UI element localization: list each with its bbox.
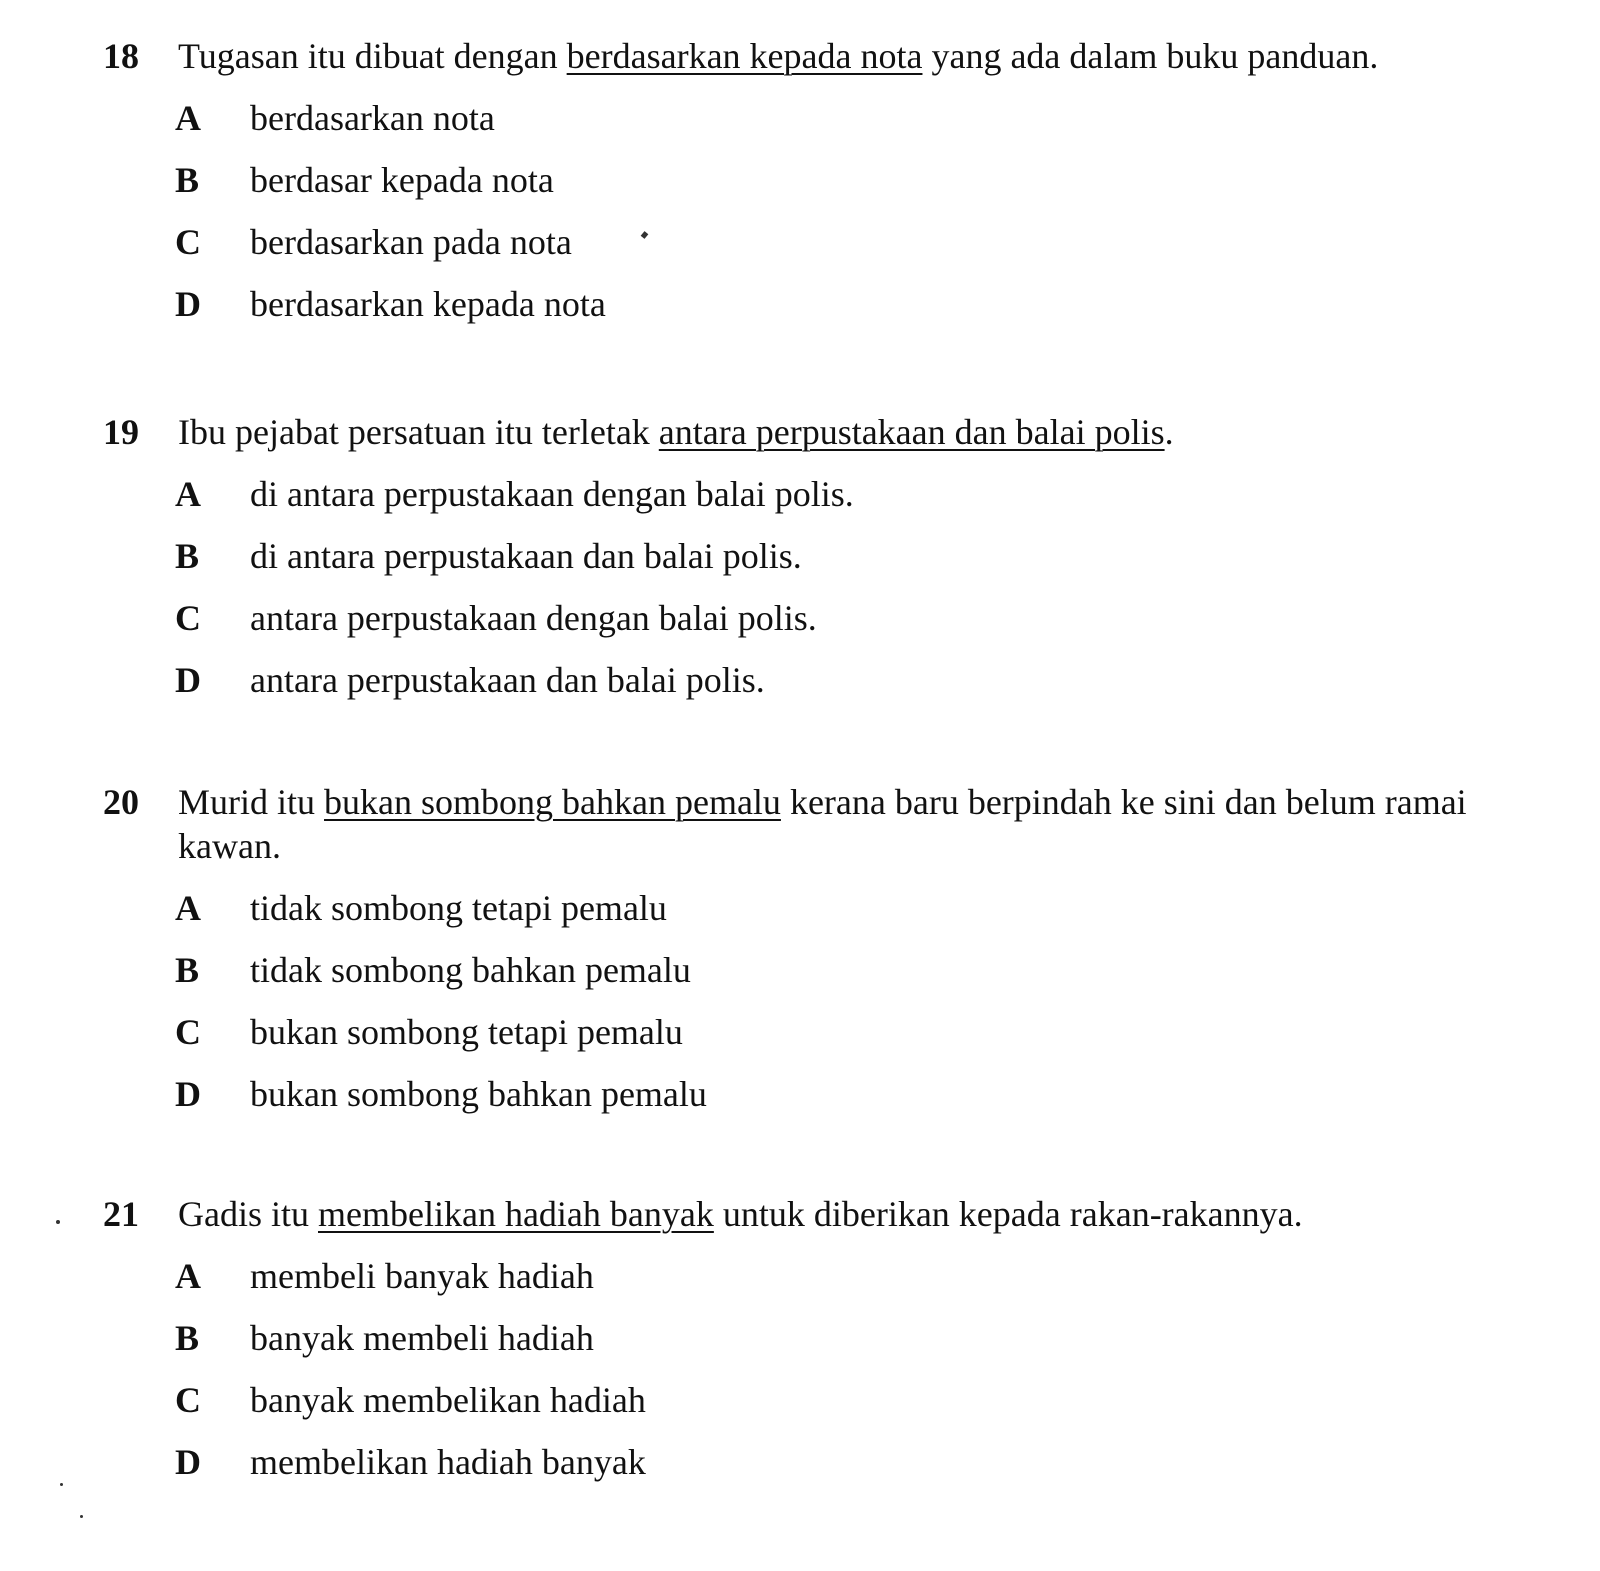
question-number: 20 <box>103 782 139 822</box>
option-text: bukan sombong bahkan pemalu <box>250 1074 707 1114</box>
scan-speck <box>80 1515 83 1518</box>
question-stem <box>103 780 1573 868</box>
option-letter: A <box>175 98 201 138</box>
question-20 <box>103 780 1573 1134</box>
option-c[interactable] <box>175 220 1573 282</box>
question-number: 19 <box>103 412 139 452</box>
option-a[interactable] <box>175 472 1573 534</box>
option-b[interactable] <box>175 534 1573 596</box>
option-a[interactable] <box>175 886 1573 948</box>
option-a[interactable] <box>175 1254 1573 1316</box>
question-text: Gadis itu membelikan hadiah banyak untuk diberikan kepada rakan-rakannya. <box>178 1194 1303 1234</box>
option-d[interactable] <box>175 658 1573 720</box>
question-number: 21 <box>103 1194 139 1234</box>
option-text: di antara perpustakaan dengan balai polis. <box>250 474 854 514</box>
option-text: membeli banyak hadiah <box>250 1256 594 1296</box>
option-letter: A <box>175 1256 201 1296</box>
option-d[interactable] <box>175 1440 1573 1502</box>
option-letter: A <box>175 888 201 928</box>
scan-speck <box>60 1483 63 1486</box>
option-b[interactable] <box>175 158 1573 220</box>
option-text: berdasarkan kepada nota <box>250 284 606 324</box>
option-a[interactable] <box>175 96 1573 158</box>
option-list <box>175 1254 1573 1502</box>
option-list <box>175 886 1573 1134</box>
underlined-phrase: antara perpustakaan dan balai polis <box>658 412 1165 452</box>
option-text: antara perpustakaan dengan balai polis. <box>250 598 817 638</box>
option-letter: C <box>175 1012 201 1052</box>
option-letter: D <box>175 1074 201 1114</box>
option-d[interactable] <box>175 1072 1573 1134</box>
option-text: tidak sombong tetapi pemalu <box>250 888 667 928</box>
option-text: berdasarkan pada nota <box>250 222 572 262</box>
option-letter: A <box>175 474 201 514</box>
option-text: tidak sombong bahkan pemalu <box>250 950 691 990</box>
option-d[interactable] <box>175 282 1573 344</box>
option-letter: D <box>175 284 201 324</box>
question-21 <box>103 1192 1573 1502</box>
underlined-phrase: membelikan hadiah banyak <box>318 1194 714 1234</box>
scan-speck <box>56 1220 60 1224</box>
question-text: Tugasan itu dibuat dengan berdasarkan kepada nota yang ada dalam buku panduan. <box>178 36 1379 76</box>
question-text: Ibu pejabat persatuan itu terletak antara perpustakaan dan balai polis. <box>178 412 1174 452</box>
question-18 <box>103 34 1573 344</box>
underlined-phrase: berdasarkan kepada nota <box>566 36 923 76</box>
option-c[interactable] <box>175 1378 1573 1440</box>
option-letter: B <box>175 950 200 990</box>
option-text: membelikan hadiah banyak <box>250 1442 646 1482</box>
option-list <box>175 472 1573 720</box>
option-list <box>175 96 1573 344</box>
question-19 <box>103 410 1573 720</box>
option-text: antara perpustakaan dan balai polis. <box>250 660 765 700</box>
option-text: di antara perpustakaan dan balai polis. <box>250 536 802 576</box>
underlined-phrase: bukan sombong bahkan pemalu <box>324 782 781 822</box>
option-letter: D <box>175 1442 201 1482</box>
option-text: bukan sombong tetapi pemalu <box>250 1012 683 1052</box>
option-text: banyak membeli hadiah <box>250 1318 594 1358</box>
option-text: berdasar kepada nota <box>250 160 554 200</box>
option-c[interactable] <box>175 596 1573 658</box>
question-text: Murid itu bukan sombong bahkan pemalu kerana baru berpindah ke sini dan belum ramai kawan. <box>178 782 1467 866</box>
question-stem <box>103 34 1573 78</box>
option-letter: C <box>175 222 201 262</box>
option-letter: B <box>175 160 200 200</box>
option-letter: D <box>175 660 201 700</box>
option-c[interactable] <box>175 1010 1573 1072</box>
option-letter: B <box>175 536 200 576</box>
option-b[interactable] <box>175 948 1573 1010</box>
question-stem <box>103 410 1573 454</box>
option-text: berdasarkan nota <box>250 98 495 138</box>
option-letter: B <box>175 1318 200 1358</box>
question-stem <box>103 1192 1573 1236</box>
option-letter: C <box>175 1380 201 1420</box>
option-text: banyak membelikan hadiah <box>250 1380 646 1420</box>
option-b[interactable] <box>175 1316 1573 1378</box>
question-number: 18 <box>103 36 139 76</box>
option-letter: C <box>175 598 201 638</box>
